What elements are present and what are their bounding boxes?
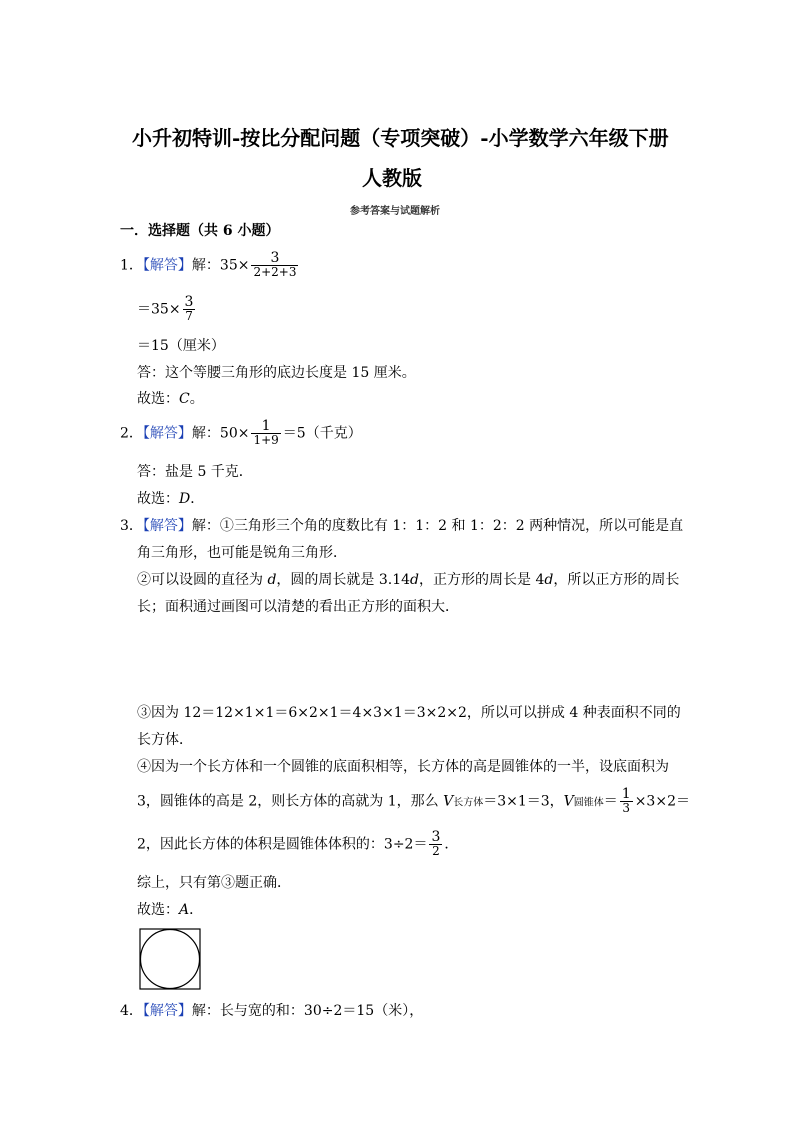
q1-line-3: ＝15（厘米） (137, 338, 225, 354)
q3-line-4: 长；面积通过画图可以清楚的看出正方形的面积大． (137, 599, 459, 615)
q4-number: 4． (120, 1003, 143, 1019)
page-title-line-2: 人教版 (362, 166, 422, 190)
answer-tag: 【解答】 (142, 425, 192, 442)
q2-line-1: 2．【解答】解：50× $\frac{1}{1+9}$ ＝5（千克） (120, 418, 362, 447)
fraction: $\frac{1}{3}$ (621, 786, 631, 815)
q2-choice: 故选：D． (137, 491, 205, 507)
q1-line-2: ＝35× $\frac{3}{7}$ (137, 294, 194, 323)
q2-line-2: 答：盐是 5 千克． (137, 464, 253, 480)
q3-line-2: 角三角形，也可能是锐角三角形． (137, 545, 347, 561)
fraction: $\frac{3}{2}$ (431, 829, 441, 858)
fraction: $\frac{1}{1+9}$ (253, 418, 279, 447)
page-subtitle: 参考答案与试题解析 (350, 206, 440, 217)
circle-in-square-figure (139, 928, 201, 990)
q3-line-10: 综上，只有第③题正确． (137, 875, 291, 891)
q3-line-1: 3．【解答】解：①三角形三个角的度数比有 1：1：2 和 1：2：2 两种情况，所以可能是直 (120, 518, 684, 534)
q3-line-6: 长方体． (137, 732, 193, 748)
q1-line-4: 答：这个等腰三角形的底边长度是 15 厘米。 (137, 365, 416, 381)
q3-line-9: 2，因此长方体的体积是圆锥体体积的：3÷2＝ $\frac{3}{2}$ ． (137, 829, 459, 858)
q1-choice: 故选：C。 (137, 391, 204, 407)
q3-number: 3． (120, 518, 143, 534)
fraction: $\frac{3}{2+2+3}$ (253, 250, 297, 279)
q3-line-7: ④因为一个长方体和一个圆锥的底面积相等，长方体的高是圆锥体的一半，设底面积为 (137, 759, 669, 775)
page-title-line-1: 小升初特训-按比分配问题（专项突破）-小学数学六年级下册 (132, 126, 669, 150)
q3-line-5: ③因为 12＝12×1×1＝6×2×1＝4×3×1＝3×2×2，所以可以拼成 4 种表面积不同的 (137, 705, 681, 721)
q3-choice: 故选：A． (137, 902, 204, 918)
answer-tag: 【解答】 (142, 1003, 192, 1019)
circle-shape (141, 930, 200, 989)
section-heading: 一．选择题（共 6 小题） (120, 223, 280, 239)
q3-line-8: 3，圆锥体的高是 2，则长方体的高就为 1，那么 V长方体＝3×1＝3，V圆锥体＝ $\frac{1}{3}$ ×3×2＝ (137, 786, 690, 815)
fraction: $\frac{3}{7}$ (184, 294, 194, 323)
q4-line-1: 4．【解答】解：长与宽的和：30÷2＝15（米）， (120, 1003, 424, 1019)
q1-number: 1． (120, 257, 143, 274)
answer-tag: 【解答】 (142, 257, 192, 274)
q3-line-3: ②可以设圆的直径为 d，圆的周长就是 3.14d，正方形的周长是 4d，所以正方形的周长 (137, 572, 680, 588)
q1-line-1: 1．【解答】解：35× $\frac{3}{2+2+3}$ (120, 250, 297, 279)
answer-tag: 【解答】 (142, 518, 192, 534)
q2-number: 2． (120, 425, 143, 442)
